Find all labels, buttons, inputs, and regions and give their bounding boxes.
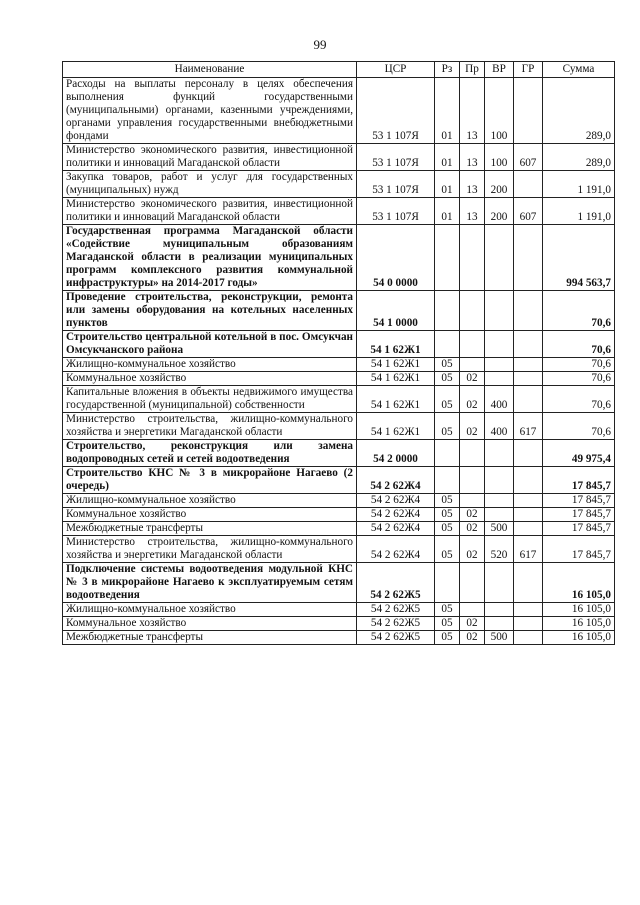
cell-csr: 53 1 107Я: [357, 171, 435, 198]
cell-rz: [435, 467, 460, 494]
cell-pr: [460, 331, 485, 358]
cell-csr: 54 2 62Ж5: [357, 631, 435, 645]
cell-sum: 16 105,0: [543, 631, 615, 645]
cell-gr: [514, 386, 543, 413]
cell-sum: 994 563,7: [543, 225, 615, 291]
cell-csr: 54 2 62Ж4: [357, 494, 435, 508]
cell-pr: [460, 467, 485, 494]
cell-gr: [514, 291, 543, 331]
header-sum: Сумма: [543, 62, 615, 78]
cell-pr: 02: [460, 631, 485, 645]
cell-rz: 05: [435, 536, 460, 563]
cell-vr: [485, 225, 514, 291]
cell-pr: [460, 358, 485, 372]
cell-gr: [514, 372, 543, 386]
cell-rz: 05: [435, 617, 460, 631]
cell-csr: 54 2 62Ж4: [357, 508, 435, 522]
cell-vr: [485, 358, 514, 372]
cell-name: Жилищно-коммунальное хозяйство: [63, 603, 357, 617]
cell-gr: [514, 603, 543, 617]
cell-sum: 16 105,0: [543, 617, 615, 631]
cell-csr: 53 1 107Я: [357, 144, 435, 171]
cell-rz: 05: [435, 358, 460, 372]
cell-vr: 500: [485, 631, 514, 645]
cell-pr: 02: [460, 372, 485, 386]
cell-name: Закупка товаров, работ и услуг для государственных (муниципальных) нужд: [63, 171, 357, 198]
cell-gr: [514, 440, 543, 467]
cell-vr: 400: [485, 386, 514, 413]
cell-name: Расходы на выплаты персоналу в целях обеспечения выполнения функций государственными (муниципальными) органами, казенными учреждениями, органами управления государственными внебюджетными фондами: [63, 78, 357, 144]
table-row: [63, 494, 615, 508]
cell-sum: 16 105,0: [543, 563, 615, 603]
cell-name: Межбюджетные трансферты: [63, 522, 357, 536]
cell-sum: 289,0: [543, 144, 615, 171]
cell-sum: 1 191,0: [543, 171, 615, 198]
cell-csr: 54 1 62Ж1: [357, 358, 435, 372]
cell-sum: 17 845,7: [543, 536, 615, 563]
cell-pr: 02: [460, 413, 485, 440]
table-row: [63, 631, 615, 645]
cell-vr: [485, 494, 514, 508]
table-row: [63, 291, 615, 331]
cell-gr: [514, 225, 543, 291]
table-body: [63, 78, 615, 645]
cell-rz: [435, 331, 460, 358]
cell-csr: 54 2 62Ж4: [357, 536, 435, 563]
cell-csr: 54 2 62Ж4: [357, 522, 435, 536]
header-csr: ЦСР: [357, 62, 435, 78]
cell-rz: 05: [435, 413, 460, 440]
cell-name: Государственная программа Магаданской области «Содействие муниципальным образованиям Магаданской области в реализации муниципальных программ комплексного развития коммунальной инфраструктуры» на 2014-2017 годы»: [63, 225, 357, 291]
cell-name: Жилищно-коммунальное хозяйство: [63, 494, 357, 508]
cell-vr: 200: [485, 198, 514, 225]
cell-sum: 49 975,4: [543, 440, 615, 467]
cell-name: Капитальные вложения в объекты недвижимого имущества государственной (муниципальной) собственности: [63, 386, 357, 413]
cell-csr: 54 1 62Ж1: [357, 386, 435, 413]
cell-sum: 17 845,7: [543, 467, 615, 494]
cell-pr: 13: [460, 171, 485, 198]
cell-vr: [485, 617, 514, 631]
cell-name: Министерство экономического развития, инвестиционной политики и инноваций Магаданской области: [63, 198, 357, 225]
cell-rz: [435, 225, 460, 291]
cell-rz: 01: [435, 144, 460, 171]
cell-sum: 70,6: [543, 331, 615, 358]
table-row: [63, 225, 615, 291]
cell-gr: 617: [514, 413, 543, 440]
table-row: [63, 78, 615, 144]
cell-vr: 520: [485, 536, 514, 563]
table-row: [63, 386, 615, 413]
cell-name: Проведение строительства, реконструкции, ремонта или замены оборудования на котельных населенных пунктов: [63, 291, 357, 331]
cell-sum: 16 105,0: [543, 603, 615, 617]
cell-csr: 54 1 62Ж1: [357, 372, 435, 386]
header-name: Наименование: [63, 62, 357, 78]
cell-csr: 54 2 62Ж5: [357, 563, 435, 603]
cell-csr: 54 0 0000: [357, 225, 435, 291]
table-row: [63, 522, 615, 536]
table-row: [63, 603, 615, 617]
cell-rz: 05: [435, 508, 460, 522]
cell-gr: [514, 78, 543, 144]
cell-sum: 17 845,7: [543, 522, 615, 536]
cell-name: Жилищно-коммунальное хозяйство: [63, 358, 357, 372]
table-row: [63, 467, 615, 494]
cell-vr: [485, 603, 514, 617]
cell-pr: 02: [460, 386, 485, 413]
table-row: [63, 372, 615, 386]
cell-pr: 02: [460, 522, 485, 536]
cell-csr: 54 1 62Ж1: [357, 413, 435, 440]
cell-name: Министерство строительства, жилищно-коммунального хозяйства и энергетики Магаданской области: [63, 413, 357, 440]
table-header-row: [63, 62, 615, 78]
cell-sum: 70,6: [543, 413, 615, 440]
cell-sum: 1 191,0: [543, 198, 615, 225]
cell-rz: 01: [435, 171, 460, 198]
cell-name: Подключение системы водоотведения модульной КНС № 3 в микрорайоне Нагаево к эксплуатируемым сетям водоотведения: [63, 563, 357, 603]
cell-pr: [460, 291, 485, 331]
cell-csr: 54 2 62Ж5: [357, 603, 435, 617]
cell-vr: [485, 508, 514, 522]
cell-vr: [485, 440, 514, 467]
cell-vr: 100: [485, 144, 514, 171]
cell-pr: [460, 563, 485, 603]
cell-pr: [460, 603, 485, 617]
cell-rz: 05: [435, 631, 460, 645]
cell-pr: 02: [460, 617, 485, 631]
cell-gr: [514, 631, 543, 645]
cell-csr: 54 2 62Ж4: [357, 467, 435, 494]
cell-sum: 17 845,7: [543, 494, 615, 508]
cell-name: Строительство, реконструкция или замена водопроводных сетей и сетей водоотведения: [63, 440, 357, 467]
cell-rz: 05: [435, 386, 460, 413]
cell-gr: [514, 522, 543, 536]
cell-csr: 53 1 107Я: [357, 198, 435, 225]
cell-gr: [514, 563, 543, 603]
cell-vr: [485, 331, 514, 358]
cell-rz: [435, 563, 460, 603]
cell-name: Коммунальное хозяйство: [63, 372, 357, 386]
cell-pr: [460, 225, 485, 291]
cell-gr: [514, 494, 543, 508]
cell-rz: [435, 291, 460, 331]
cell-vr: 400: [485, 413, 514, 440]
cell-name: Строительство КНС № 3 в микрорайоне Нагаево (2 очередь): [63, 467, 357, 494]
table-row: [63, 413, 615, 440]
cell-vr: 200: [485, 171, 514, 198]
cell-gr: 607: [514, 144, 543, 171]
cell-name: Межбюджетные трансферты: [63, 631, 357, 645]
cell-pr: [460, 440, 485, 467]
cell-rz: 05: [435, 522, 460, 536]
cell-name: Министерство экономического развития, инвестиционной политики и инноваций Магаданской области: [63, 144, 357, 171]
table-row: [63, 536, 615, 563]
cell-rz: 01: [435, 198, 460, 225]
page-number: 99: [313, 37, 327, 52]
cell-vr: [485, 291, 514, 331]
cell-gr: 607: [514, 198, 543, 225]
header-vr: ВР: [485, 62, 514, 78]
cell-gr: [514, 171, 543, 198]
cell-pr: 13: [460, 78, 485, 144]
cell-gr: 617: [514, 536, 543, 563]
cell-gr: [514, 358, 543, 372]
cell-pr: 02: [460, 508, 485, 522]
cell-rz: [435, 440, 460, 467]
table-row: [63, 171, 615, 198]
cell-name: Министерство строительства, жилищно-коммунального хозяйства и энергетики Магаданской области: [63, 536, 357, 563]
cell-pr: 13: [460, 144, 485, 171]
cell-name: Коммунальное хозяйство: [63, 617, 357, 631]
cell-pr: 13: [460, 198, 485, 225]
cell-csr: 53 1 107Я: [357, 78, 435, 144]
header-gr: ГР: [514, 62, 543, 78]
table-row: [63, 563, 615, 603]
header-rz: Рз: [435, 62, 460, 78]
table-row: [63, 198, 615, 225]
cell-pr: 02: [460, 536, 485, 563]
cell-csr: 54 1 0000: [357, 291, 435, 331]
cell-vr: [485, 372, 514, 386]
cell-rz: 05: [435, 494, 460, 508]
cell-csr: 54 2 62Ж5: [357, 617, 435, 631]
table-row: [63, 144, 615, 171]
cell-rz: 01: [435, 78, 460, 144]
table-row: [63, 358, 615, 372]
cell-sum: 17 845,7: [543, 508, 615, 522]
cell-sum: 289,0: [543, 78, 615, 144]
cell-csr: 54 2 0000: [357, 440, 435, 467]
cell-gr: [514, 508, 543, 522]
cell-vr: [485, 563, 514, 603]
cell-gr: [514, 467, 543, 494]
cell-name: Коммунальное хозяйство: [63, 508, 357, 522]
cell-vr: [485, 467, 514, 494]
cell-pr: [460, 494, 485, 508]
budget-table: [62, 61, 615, 645]
cell-csr: 54 1 62Ж1: [357, 331, 435, 358]
cell-vr: 500: [485, 522, 514, 536]
cell-rz: 05: [435, 372, 460, 386]
table-row: [63, 331, 615, 358]
table-row: [63, 508, 615, 522]
header-pr: Пр: [460, 62, 485, 78]
cell-vr: 100: [485, 78, 514, 144]
cell-sum: 70,6: [543, 386, 615, 413]
cell-sum: 70,6: [543, 372, 615, 386]
cell-sum: 70,6: [543, 358, 615, 372]
cell-gr: [514, 617, 543, 631]
cell-rz: 05: [435, 603, 460, 617]
cell-gr: [514, 331, 543, 358]
table-row: [63, 440, 615, 467]
cell-sum: 70,6: [543, 291, 615, 331]
table-row: [63, 617, 615, 631]
cell-name: Строительство центральной котельной в пос. Омсукчан Омсукчанского района: [63, 331, 357, 358]
